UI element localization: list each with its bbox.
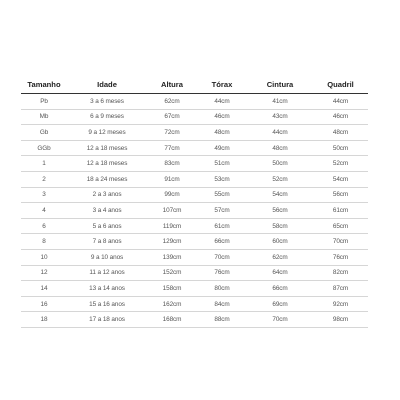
chest-cell: 46cm (197, 109, 247, 125)
table-body (21, 94, 368, 328)
height-cell: 139cm (147, 249, 197, 265)
hip-cell: 82cm (313, 265, 368, 281)
height-cell: 83cm (147, 156, 197, 172)
chest-cell: 88cm (197, 312, 247, 328)
hip-cell: 92cm (313, 296, 368, 312)
height-cell: 72cm (147, 125, 197, 141)
height-cell: 99cm (147, 187, 197, 203)
waist-cell: 60cm (247, 234, 313, 250)
size-cell: 4 (21, 203, 67, 219)
age-cell: 18 a 24 meses (67, 171, 147, 187)
table-row (21, 218, 368, 234)
header-tamanho: Tamanho (21, 75, 67, 94)
chest-cell: 51cm (197, 156, 247, 172)
height-cell: 77cm (147, 140, 197, 156)
table-row (21, 171, 368, 187)
age-cell: 11 a 12 anos (67, 265, 147, 281)
size-cell: Pb (21, 94, 67, 110)
height-cell: 91cm (147, 171, 197, 187)
hip-cell: 76cm (313, 249, 368, 265)
age-cell: 6 a 9 meses (67, 109, 147, 125)
chest-cell: 76cm (197, 265, 247, 281)
waist-cell: 58cm (247, 218, 313, 234)
table-row (21, 312, 368, 328)
chest-cell: 55cm (197, 187, 247, 203)
height-cell: 168cm (147, 312, 197, 328)
height-cell: 67cm (147, 109, 197, 125)
size-cell: 14 (21, 281, 67, 297)
chest-cell: 57cm (197, 203, 247, 219)
hip-cell: 50cm (313, 140, 368, 156)
chest-cell: 48cm (197, 125, 247, 141)
table-row (21, 140, 368, 156)
size-cell: 8 (21, 234, 67, 250)
size-cell: 18 (21, 312, 67, 328)
hip-cell: 98cm (313, 312, 368, 328)
age-cell: 13 a 14 anos (67, 281, 147, 297)
size-cell: 12 (21, 265, 67, 281)
height-cell: 119cm (147, 218, 197, 234)
chest-cell: 80cm (197, 281, 247, 297)
waist-cell: 70cm (247, 312, 313, 328)
size-cell: 6 (21, 218, 67, 234)
waist-cell: 56cm (247, 203, 313, 219)
age-cell: 12 a 18 meses (67, 140, 147, 156)
hip-cell: 44cm (313, 94, 368, 110)
hip-cell: 65cm (313, 218, 368, 234)
chest-cell: 53cm (197, 171, 247, 187)
header-quadril: Quadril (313, 75, 368, 94)
waist-cell: 52cm (247, 171, 313, 187)
size-cell: 1 (21, 156, 67, 172)
table-row (21, 296, 368, 312)
height-cell: 129cm (147, 234, 197, 250)
chest-cell: 49cm (197, 140, 247, 156)
size-cell: Gb (21, 125, 67, 141)
table-header (21, 75, 368, 94)
chest-cell: 66cm (197, 234, 247, 250)
age-cell: 12 a 18 meses (67, 156, 147, 172)
size-cell: Mb (21, 109, 67, 125)
header-idade: Idade (67, 75, 147, 94)
table-row (21, 249, 368, 265)
age-cell: 3 a 4 anos (67, 203, 147, 219)
table-row (21, 109, 368, 125)
header-row (21, 75, 368, 94)
hip-cell: 52cm (313, 156, 368, 172)
chest-cell: 44cm (197, 94, 247, 110)
age-cell: 5 a 6 anos (67, 218, 147, 234)
table-row (21, 234, 368, 250)
height-cell: 62cm (147, 94, 197, 110)
header-torax: Tórax (197, 75, 247, 94)
table-row (21, 265, 368, 281)
table-row (21, 281, 368, 297)
chest-cell: 61cm (197, 218, 247, 234)
table-row (21, 187, 368, 203)
waist-cell: 64cm (247, 265, 313, 281)
size-cell: 16 (21, 296, 67, 312)
chest-cell: 84cm (197, 296, 247, 312)
table-row (21, 203, 368, 219)
hip-cell: 46cm (313, 109, 368, 125)
age-cell: 9 a 12 meses (67, 125, 147, 141)
waist-cell: 41cm (247, 94, 313, 110)
hip-cell: 54cm (313, 171, 368, 187)
table-row (21, 125, 368, 141)
size-cell: 2 (21, 171, 67, 187)
table-row (21, 94, 368, 110)
waist-cell: 69cm (247, 296, 313, 312)
hip-cell: 70cm (313, 234, 368, 250)
waist-cell: 44cm (247, 125, 313, 141)
header-altura: Altura (147, 75, 197, 94)
hip-cell: 87cm (313, 281, 368, 297)
chest-cell: 70cm (197, 249, 247, 265)
size-cell: 3 (21, 187, 67, 203)
hip-cell: 56cm (313, 187, 368, 203)
waist-cell: 54cm (247, 187, 313, 203)
age-cell: 17 a 18 anos (67, 312, 147, 328)
age-cell: 2 a 3 anos (67, 187, 147, 203)
age-cell: 15 a 16 anos (67, 296, 147, 312)
waist-cell: 66cm (247, 281, 313, 297)
size-cell: 10 (21, 249, 67, 265)
height-cell: 107cm (147, 203, 197, 219)
size-cell: GGb (21, 140, 67, 156)
height-cell: 162cm (147, 296, 197, 312)
age-cell: 3 a 6 meses (67, 94, 147, 110)
waist-cell: 43cm (247, 109, 313, 125)
header-cintura: Cintura (247, 75, 313, 94)
height-cell: 152cm (147, 265, 197, 281)
waist-cell: 48cm (247, 140, 313, 156)
hip-cell: 61cm (313, 203, 368, 219)
table-row (21, 156, 368, 172)
height-cell: 158cm (147, 281, 197, 297)
size-chart-table (21, 75, 368, 328)
age-cell: 9 a 10 anos (67, 249, 147, 265)
hip-cell: 48cm (313, 125, 368, 141)
waist-cell: 62cm (247, 249, 313, 265)
waist-cell: 50cm (247, 156, 313, 172)
age-cell: 7 a 8 anos (67, 234, 147, 250)
